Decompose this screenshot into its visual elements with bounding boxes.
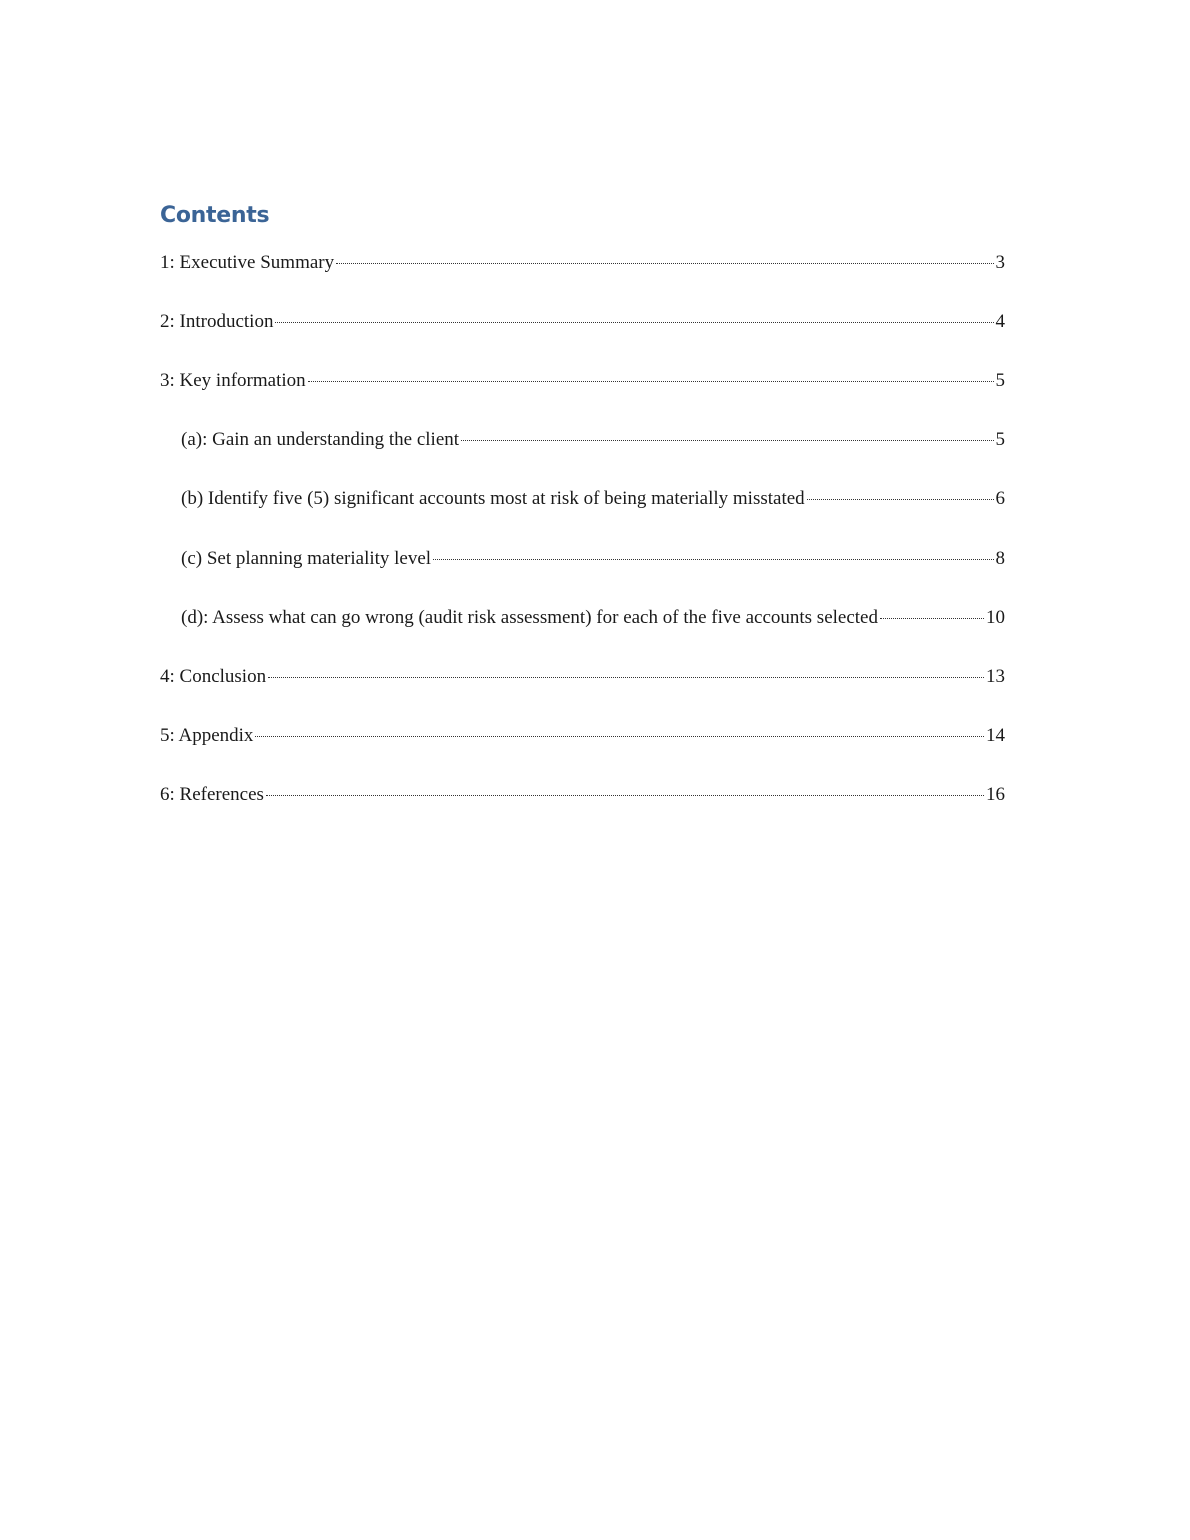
toc-dot-leader xyxy=(336,263,993,264)
toc-dot-leader xyxy=(807,499,994,500)
toc-entry-text: 3: Key information xyxy=(160,370,306,391)
toc-entry-text: 5: Appendix xyxy=(160,725,254,746)
toc-dot-leader xyxy=(880,618,984,619)
toc-page-number: 6 xyxy=(995,488,1005,509)
toc-page-number: 10 xyxy=(986,607,1005,628)
toc-entry-planning-materiality[interactable] xyxy=(181,548,1005,576)
toc-entry-introduction[interactable] xyxy=(160,311,1005,339)
toc-page-number: 5 xyxy=(995,370,1005,391)
toc-entry-appendix[interactable] xyxy=(160,725,1005,753)
toc-entry-conclusion[interactable] xyxy=(160,666,1005,694)
table-of-contents xyxy=(160,196,1005,805)
toc-entry-text: (c) Set planning materiality level xyxy=(181,548,432,569)
toc-entry-references[interactable] xyxy=(160,784,1005,812)
toc-page-number: 3 xyxy=(995,252,1005,273)
toc-entry-text: (b) Identify five (5) significant accounts most at risk of being materially misstated xyxy=(181,488,805,509)
toc-entry-text: 4: Conclusion xyxy=(160,666,267,687)
toc-page-number: 16 xyxy=(986,784,1005,805)
toc-entry-executive-summary[interactable] xyxy=(160,252,1005,280)
toc-dot-leader xyxy=(461,440,993,441)
toc-entry-text: (d): Assess what can go wrong (audit risk assessment) for each of the five accounts selected xyxy=(181,607,878,628)
toc-page-number: 5 xyxy=(995,429,1005,450)
toc-dot-leader xyxy=(433,559,993,560)
toc-entry-key-information[interactable] xyxy=(160,370,1005,398)
toc-page-number: 4 xyxy=(995,311,1005,332)
toc-dot-leader xyxy=(308,381,994,382)
toc-heading: Contents xyxy=(160,203,270,228)
toc-dot-leader xyxy=(266,795,984,796)
toc-entry-significant-accounts[interactable] xyxy=(181,488,1005,516)
toc-dot-leader xyxy=(255,736,984,737)
toc-entry-text: 1: Executive Summary xyxy=(160,252,335,273)
toc-dot-leader xyxy=(268,677,984,678)
toc-entry-text: 6: References xyxy=(160,784,264,805)
toc-entry-understanding-client[interactable] xyxy=(181,429,1005,457)
toc-page-number: 13 xyxy=(986,666,1005,687)
toc-page-number: 8 xyxy=(995,548,1005,569)
toc-page-number: 14 xyxy=(986,725,1005,746)
toc-entry-audit-risk-assessment[interactable] xyxy=(181,607,1005,635)
toc-dot-leader xyxy=(275,322,993,323)
toc-entry-text: 2: Introduction xyxy=(160,311,274,332)
toc-entry-text: (a): Gain an understanding the client xyxy=(181,429,460,450)
